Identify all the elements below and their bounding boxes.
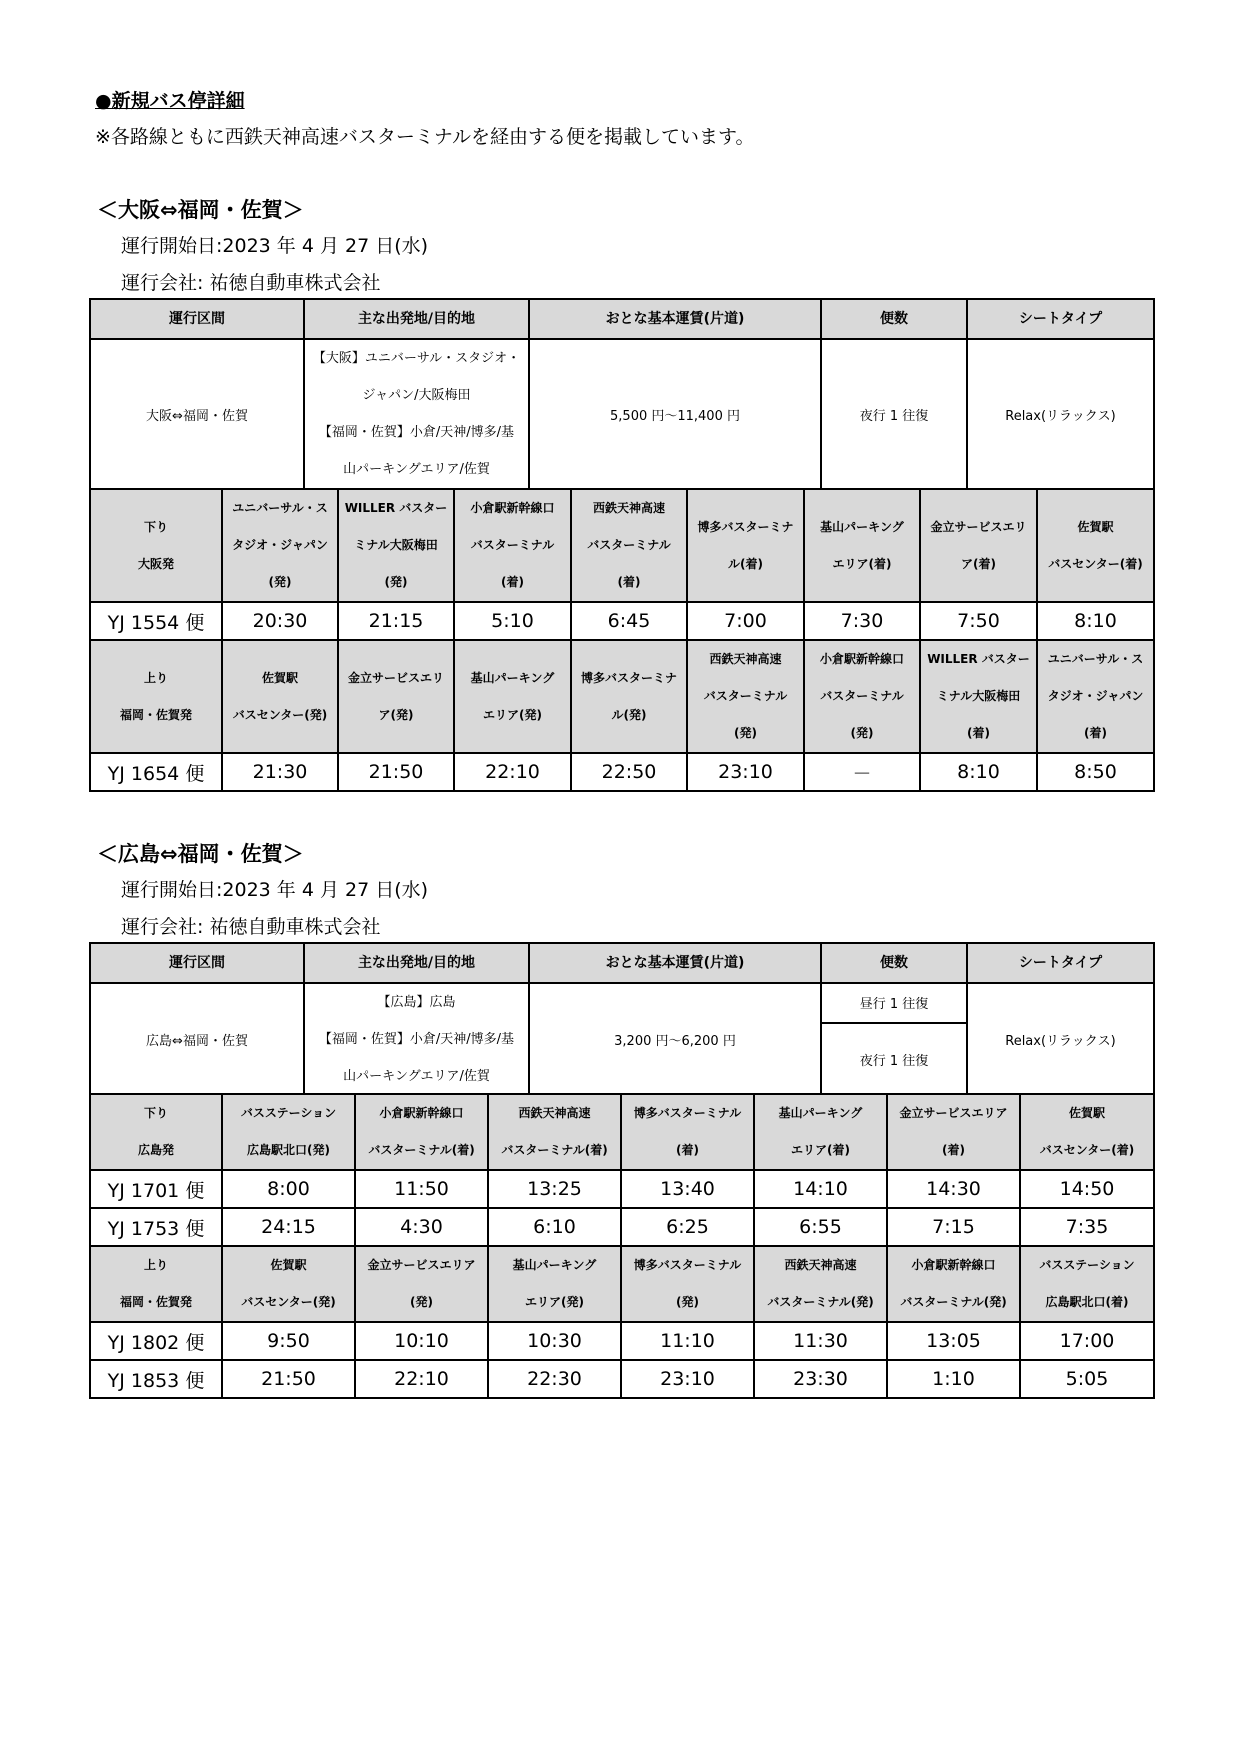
osaka-trips: 夜行 1 往復 bbox=[821, 339, 967, 489]
stop-line: 小倉駅新幹線口 bbox=[470, 501, 555, 515]
hiroshima-operator: 運行会社: 祐徳自動車株式会社 bbox=[121, 916, 381, 938]
label-line: 上り bbox=[143, 670, 168, 685]
hiroshima-down-label bbox=[90, 1094, 222, 1170]
time-cell: 22:10 bbox=[454, 753, 571, 791]
time-cell: 20:30 bbox=[222, 602, 338, 640]
stop-header bbox=[222, 640, 338, 753]
time-cell: 5:05 bbox=[1020, 1360, 1154, 1398]
stop-line: バスターミナル(着) bbox=[501, 1143, 608, 1157]
time-cell: 7:15 bbox=[887, 1208, 1020, 1246]
stop-line: ミナル大阪梅田 bbox=[936, 689, 1021, 703]
time-cell: 13:25 bbox=[488, 1170, 621, 1208]
stop-line: WILLER バスター bbox=[344, 501, 448, 515]
time-cell: 11:30 bbox=[754, 1322, 887, 1360]
time-cell: 22:30 bbox=[488, 1360, 621, 1398]
page-note: ※各路線ともに西鉄天神高速バスターミナルを経由する便を掲載しています。 bbox=[95, 126, 755, 148]
stop-header bbox=[621, 1246, 754, 1322]
stops-line: 【広島】広島 bbox=[377, 995, 456, 1010]
stop-line: 金立サービスエリ bbox=[930, 519, 1027, 534]
stop-line: 基山パーキング bbox=[778, 1106, 863, 1120]
stop-line: 西鉄天神高速 bbox=[784, 1258, 857, 1272]
timetable-row bbox=[90, 1322, 1154, 1360]
timetable-row bbox=[90, 1170, 1154, 1208]
header-stops: 主な出発地/目的地 bbox=[304, 943, 529, 983]
flight-number: YJ 1853 便 bbox=[90, 1360, 222, 1398]
label-line: 福岡・佐賀発 bbox=[119, 707, 192, 722]
stop-line: 小倉駅新幹線口 bbox=[379, 1106, 464, 1120]
timetable-row bbox=[90, 1208, 1154, 1246]
stop-header bbox=[488, 1094, 621, 1170]
stop-line: タジオ・ジャパン bbox=[232, 538, 328, 552]
stop-line: 西鉄天神高速 bbox=[709, 652, 782, 666]
stop-line: ル(着) bbox=[728, 556, 763, 571]
stop-line: 佐賀駅 bbox=[261, 670, 298, 685]
timetable-row bbox=[90, 602, 1154, 640]
hiroshima-start-date: 運行開始日:2023 年 4 月 27 日(水) bbox=[121, 879, 429, 901]
stop-line: エリア(着) bbox=[832, 556, 892, 571]
osaka-stops-list bbox=[304, 339, 529, 489]
stop-line: (発) bbox=[410, 1295, 433, 1309]
time-cell: 8:00 bbox=[222, 1170, 355, 1208]
header-fare: おとな基本運賃(片道) bbox=[529, 943, 821, 983]
time-cell: 10:10 bbox=[355, 1322, 488, 1360]
stop-line: バスターミナル(着) bbox=[368, 1143, 475, 1157]
hiroshima-section: 広島⇔福岡・佐賀 bbox=[90, 983, 304, 1096]
page-heading: ●新規バス停詳細 bbox=[95, 90, 245, 112]
time-cell: 8:10 bbox=[1037, 602, 1154, 640]
stop-line: (着) bbox=[676, 1143, 699, 1157]
osaka-seat: Relax(リラックス) bbox=[967, 339, 1154, 489]
time-cell: 17:00 bbox=[1020, 1322, 1154, 1360]
time-cell: 11:10 bbox=[621, 1322, 754, 1360]
stops-line: 【大阪】ユニバーサル・スタジオ・ bbox=[312, 351, 521, 366]
stop-line: エリア(発) bbox=[525, 1295, 584, 1309]
stop-header bbox=[621, 1094, 754, 1170]
time-cell: 10:30 bbox=[488, 1322, 621, 1360]
stop-line: 博多バスターミナル bbox=[633, 1106, 742, 1120]
stop-line: 金立サービスエリア bbox=[367, 1258, 476, 1272]
stop-line: ユニバーサル・ス bbox=[232, 501, 328, 515]
stop-line: 小倉駅新幹線口 bbox=[819, 652, 904, 666]
osaka-fare: 5,500 円～11,400 円 bbox=[529, 339, 821, 489]
stop-line: (着) bbox=[501, 575, 524, 589]
stop-line: 小倉駅新幹線口 bbox=[911, 1258, 996, 1272]
label-line: 広島発 bbox=[137, 1143, 174, 1157]
stop-line: 基山パーキング bbox=[512, 1258, 597, 1272]
stop-line: ミナル大阪梅田 bbox=[354, 538, 438, 552]
stop-header bbox=[804, 489, 920, 602]
label-line: 大阪発 bbox=[137, 556, 174, 571]
time-cell: 22:10 bbox=[355, 1360, 488, 1398]
label-line: 下り bbox=[143, 1106, 168, 1120]
stop-line: (着) bbox=[942, 1143, 965, 1157]
stops-line: ジャパン/大阪梅田 bbox=[362, 388, 471, 403]
stop-header bbox=[571, 489, 687, 602]
time-cell: 6:10 bbox=[488, 1208, 621, 1246]
stop-header bbox=[754, 1094, 887, 1170]
time-cell: 21:50 bbox=[338, 753, 454, 791]
stop-header bbox=[1020, 1246, 1154, 1322]
stops-line: 山パーキングエリア/佐賀 bbox=[343, 462, 490, 477]
stop-header bbox=[887, 1094, 1020, 1170]
stop-line: バスセンター(着) bbox=[1048, 556, 1143, 571]
flight-number: YJ 1554 便 bbox=[90, 602, 222, 640]
stop-line: (発) bbox=[676, 1295, 699, 1309]
stop-line: バスターミナル bbox=[587, 538, 671, 552]
stop-header bbox=[804, 640, 920, 753]
hiroshima-stops-list bbox=[304, 983, 529, 1096]
hiroshima-summary-table bbox=[89, 942, 1155, 1097]
time-cell: 1:10 bbox=[887, 1360, 1020, 1398]
label-line: 福岡・佐賀発 bbox=[119, 1295, 192, 1309]
header-seat: シートタイプ bbox=[967, 299, 1154, 339]
stop-line: (発) bbox=[850, 726, 874, 740]
stop-header bbox=[222, 489, 338, 602]
time-cell: 14:30 bbox=[887, 1170, 1020, 1208]
time-cell: 14:50 bbox=[1020, 1170, 1154, 1208]
hiroshima-up-label bbox=[90, 1246, 222, 1322]
stop-header bbox=[454, 640, 571, 753]
stop-line: バスセンター(発) bbox=[232, 707, 328, 722]
stop-header bbox=[488, 1246, 621, 1322]
stop-header bbox=[1020, 1094, 1154, 1170]
stops-line: 【福岡・佐賀】小倉/天神/博多/基 bbox=[318, 1032, 515, 1047]
stop-line: 博多バスターミナル bbox=[633, 1258, 742, 1272]
stop-line: バスターミナル(発) bbox=[900, 1295, 1007, 1309]
stop-line: バスセンター(着) bbox=[1039, 1143, 1135, 1157]
time-cell: 9:50 bbox=[222, 1322, 355, 1360]
stop-header bbox=[687, 489, 804, 602]
time-cell: 21:15 bbox=[338, 602, 454, 640]
time-cell: 6:55 bbox=[754, 1208, 887, 1246]
flight-number: YJ 1701 便 bbox=[90, 1170, 222, 1208]
header-seat: シートタイプ bbox=[967, 943, 1154, 983]
stop-line: タジオ・ジャパン bbox=[1047, 689, 1144, 703]
flight-number: YJ 1753 便 bbox=[90, 1208, 222, 1246]
time-cell: 21:30 bbox=[222, 753, 338, 791]
header-trips: 便数 bbox=[821, 943, 967, 983]
time-cell: 4:30 bbox=[355, 1208, 488, 1246]
stop-header bbox=[338, 640, 454, 753]
stop-line: 西鉄天神高速 bbox=[518, 1106, 591, 1120]
osaka-up-header-row bbox=[90, 640, 1154, 753]
osaka-operator: 運行会社: 祐徳自動車株式会社 bbox=[121, 272, 381, 294]
header-section: 運行区間 bbox=[90, 943, 304, 983]
stop-line: バスターミナル bbox=[703, 689, 788, 703]
stop-line: バスターミナル bbox=[820, 689, 904, 703]
stop-line: バスセンター(発) bbox=[241, 1295, 336, 1309]
time-cell: － bbox=[804, 753, 920, 791]
time-cell: 8:50 bbox=[1037, 753, 1154, 791]
time-cell: 5:10 bbox=[454, 602, 571, 640]
time-cell: 23:10 bbox=[621, 1360, 754, 1398]
hiroshima-down-header-row bbox=[90, 1094, 1154, 1170]
stop-line: ア(発) bbox=[378, 707, 414, 722]
time-cell: 11:50 bbox=[355, 1170, 488, 1208]
time-cell: 24:15 bbox=[222, 1208, 355, 1246]
flight-number: YJ 1654 便 bbox=[90, 753, 222, 791]
time-cell: 8:10 bbox=[920, 753, 1037, 791]
osaka-up-label bbox=[90, 640, 222, 753]
stops-line: 【福岡・佐賀】小倉/天神/博多/基 bbox=[318, 425, 515, 440]
time-cell: 21:50 bbox=[222, 1360, 355, 1398]
stop-line: (発) bbox=[268, 575, 292, 589]
stop-line: 佐賀駅 bbox=[1077, 519, 1114, 534]
stop-header bbox=[887, 1246, 1020, 1322]
stop-line: 基山パーキング bbox=[470, 670, 555, 685]
stop-line: エリア(着) bbox=[791, 1143, 850, 1157]
stop-line: (着) bbox=[617, 575, 641, 589]
osaka-down-label bbox=[90, 489, 222, 602]
osaka-route-title: ＜大阪⇔福岡・佐賀＞ bbox=[97, 198, 304, 222]
stop-header bbox=[687, 640, 804, 753]
stop-header bbox=[338, 489, 454, 602]
stop-header bbox=[920, 640, 1037, 753]
osaka-down-header-row bbox=[90, 489, 1154, 602]
hiroshima-trips-day: 昼行 1 往復 bbox=[821, 983, 967, 1023]
time-cell: 7:30 bbox=[804, 602, 920, 640]
stop-header bbox=[222, 1094, 355, 1170]
stop-header bbox=[355, 1094, 488, 1170]
stop-line: ア(着) bbox=[961, 556, 996, 571]
flight-number: YJ 1802 便 bbox=[90, 1322, 222, 1360]
timetable-row bbox=[90, 1360, 1154, 1398]
stop-line: (着) bbox=[1084, 726, 1107, 740]
header-stops: 主な出発地/目的地 bbox=[304, 299, 529, 339]
time-cell: 14:10 bbox=[754, 1170, 887, 1208]
time-cell: 6:45 bbox=[571, 602, 687, 640]
osaka-timetable bbox=[89, 488, 1155, 792]
header-section: 運行区間 bbox=[90, 299, 304, 339]
time-cell: 7:35 bbox=[1020, 1208, 1154, 1246]
stop-line: WILLER バスター bbox=[927, 652, 1030, 666]
stop-line: (発) bbox=[384, 575, 408, 589]
time-cell: 13:05 bbox=[887, 1322, 1020, 1360]
header-trips: 便数 bbox=[821, 299, 967, 339]
hiroshima-route-title: ＜広島⇔福岡・佐賀＞ bbox=[97, 842, 304, 866]
time-cell: 7:50 bbox=[920, 602, 1037, 640]
timetable-row bbox=[90, 753, 1154, 791]
stop-line: 広島駅北口(発) bbox=[247, 1143, 330, 1157]
stop-line: 西鉄天神高速 bbox=[592, 501, 665, 515]
stop-line: 基山パーキング bbox=[820, 519, 904, 534]
hiroshima-trips-night: 夜行 1 往復 bbox=[821, 1023, 967, 1096]
stop-header bbox=[754, 1246, 887, 1322]
time-cell: 13:40 bbox=[621, 1170, 754, 1208]
stop-line: ル(発) bbox=[611, 707, 647, 722]
stop-line: バスターミナル bbox=[470, 538, 555, 552]
stop-header bbox=[571, 640, 687, 753]
stop-header bbox=[222, 1246, 355, 1322]
label-line: 上り bbox=[143, 1258, 168, 1272]
stop-line: バスステーション bbox=[240, 1106, 337, 1120]
stop-line: 佐賀駅 bbox=[270, 1258, 307, 1272]
stop-line: 広島駅北口(着) bbox=[1045, 1295, 1129, 1309]
hiroshima-fare: 3,200 円～6,200 円 bbox=[529, 983, 821, 1096]
stops-line: 山パーキングエリア/佐賀 bbox=[343, 1069, 490, 1084]
time-cell: 23:30 bbox=[754, 1360, 887, 1398]
osaka-section: 大阪⇔福岡・佐賀 bbox=[90, 339, 304, 489]
time-cell: 23:10 bbox=[687, 753, 804, 791]
stop-line: (発) bbox=[734, 726, 757, 740]
header-fare: おとな基本運賃(片道) bbox=[529, 299, 821, 339]
stop-line: 佐賀駅 bbox=[1068, 1106, 1105, 1120]
stop-header bbox=[920, 489, 1037, 602]
osaka-start-date: 運行開始日:2023 年 4 月 27 日(水) bbox=[121, 235, 429, 257]
stop-header bbox=[1037, 489, 1154, 602]
time-cell: 6:25 bbox=[621, 1208, 754, 1246]
stop-line: 金立サービスエリ bbox=[347, 670, 444, 685]
time-cell: 7:00 bbox=[687, 602, 804, 640]
hiroshima-seat: Relax(リラックス) bbox=[967, 983, 1154, 1096]
stop-line: バスターミナル(発) bbox=[767, 1295, 874, 1309]
hiroshima-timetable bbox=[89, 1093, 1155, 1399]
stop-line: ユニバーサル・ス bbox=[1047, 652, 1144, 666]
hiroshima-up-header-row bbox=[90, 1246, 1154, 1322]
stop-line: 金立サービスエリア bbox=[899, 1106, 1008, 1120]
osaka-summary-table bbox=[89, 298, 1155, 490]
stop-header bbox=[1037, 640, 1154, 753]
stop-line: (着) bbox=[967, 726, 990, 740]
stop-line: エリア(発) bbox=[483, 707, 542, 722]
time-cell: 22:50 bbox=[571, 753, 687, 791]
stop-line: 博多バスターミナ bbox=[697, 519, 794, 534]
stop-header bbox=[355, 1246, 488, 1322]
stop-header bbox=[454, 489, 571, 602]
label-line: 下り bbox=[143, 519, 168, 534]
stop-line: バスステーション bbox=[1039, 1258, 1135, 1272]
stop-line: 博多バスターミナ bbox=[580, 670, 677, 685]
